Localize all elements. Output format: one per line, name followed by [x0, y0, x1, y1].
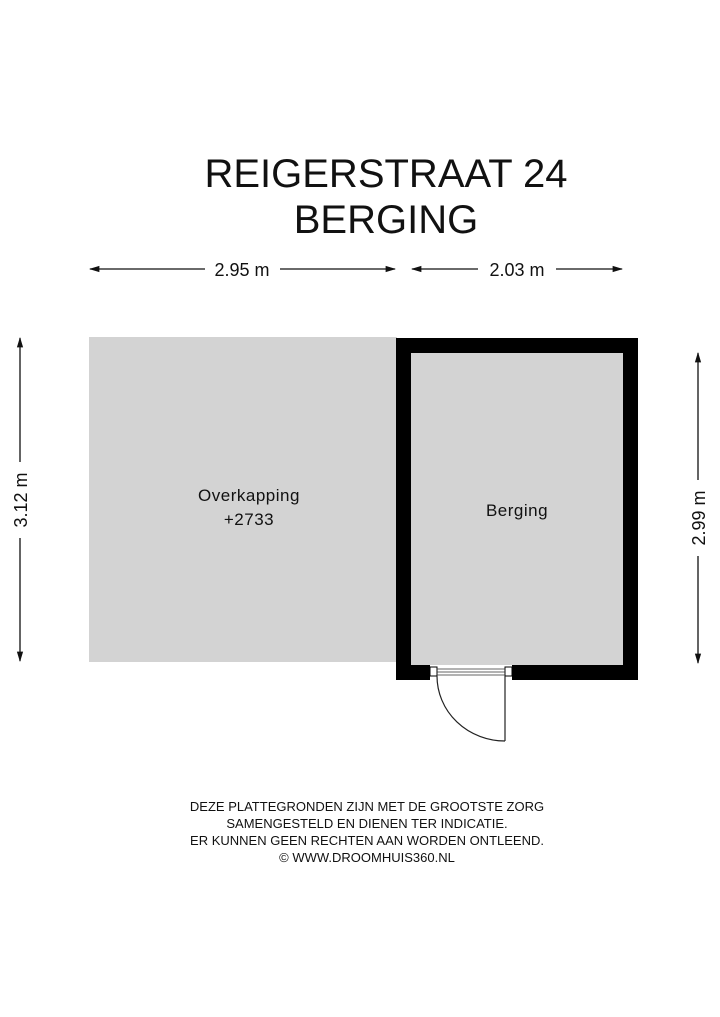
room-berging-name: Berging [485, 501, 549, 520]
dimension-label: 2.95 m [214, 260, 270, 280]
room-overkapping-name: Overkapping [198, 486, 300, 505]
disclaimer-line: SAMENGESTELD EN DIENEN TER INDICATIE. [226, 816, 508, 831]
dimension-left [11, 338, 31, 661]
dimension-label: 3.12 m [11, 472, 31, 528]
dimension-right [689, 353, 709, 663]
room-overkapping-level: +2733 [223, 510, 275, 529]
dimension-top-left [90, 260, 395, 280]
dimension-top-right [412, 260, 622, 280]
disclaimer [190, 799, 544, 865]
dimension-label: 2.03 m [489, 260, 545, 280]
title-line-2: BERGING [293, 198, 479, 242]
disclaimer-line: © WWW.DROOMHUIS360.NL [279, 850, 455, 865]
disclaimer-line: ER KUNNEN GEEN RECHTEN AAN WORDEN ONTLEEND. [190, 833, 544, 848]
disclaimer-line: DEZE PLATTEGRONDEN ZIJN MET DE GROOTSTE ZORG [189, 799, 545, 814]
title-line-1: REIGERSTRAAT 24 [204, 152, 568, 196]
door [430, 667, 512, 741]
dimension-label: 2.99 m [689, 490, 709, 546]
